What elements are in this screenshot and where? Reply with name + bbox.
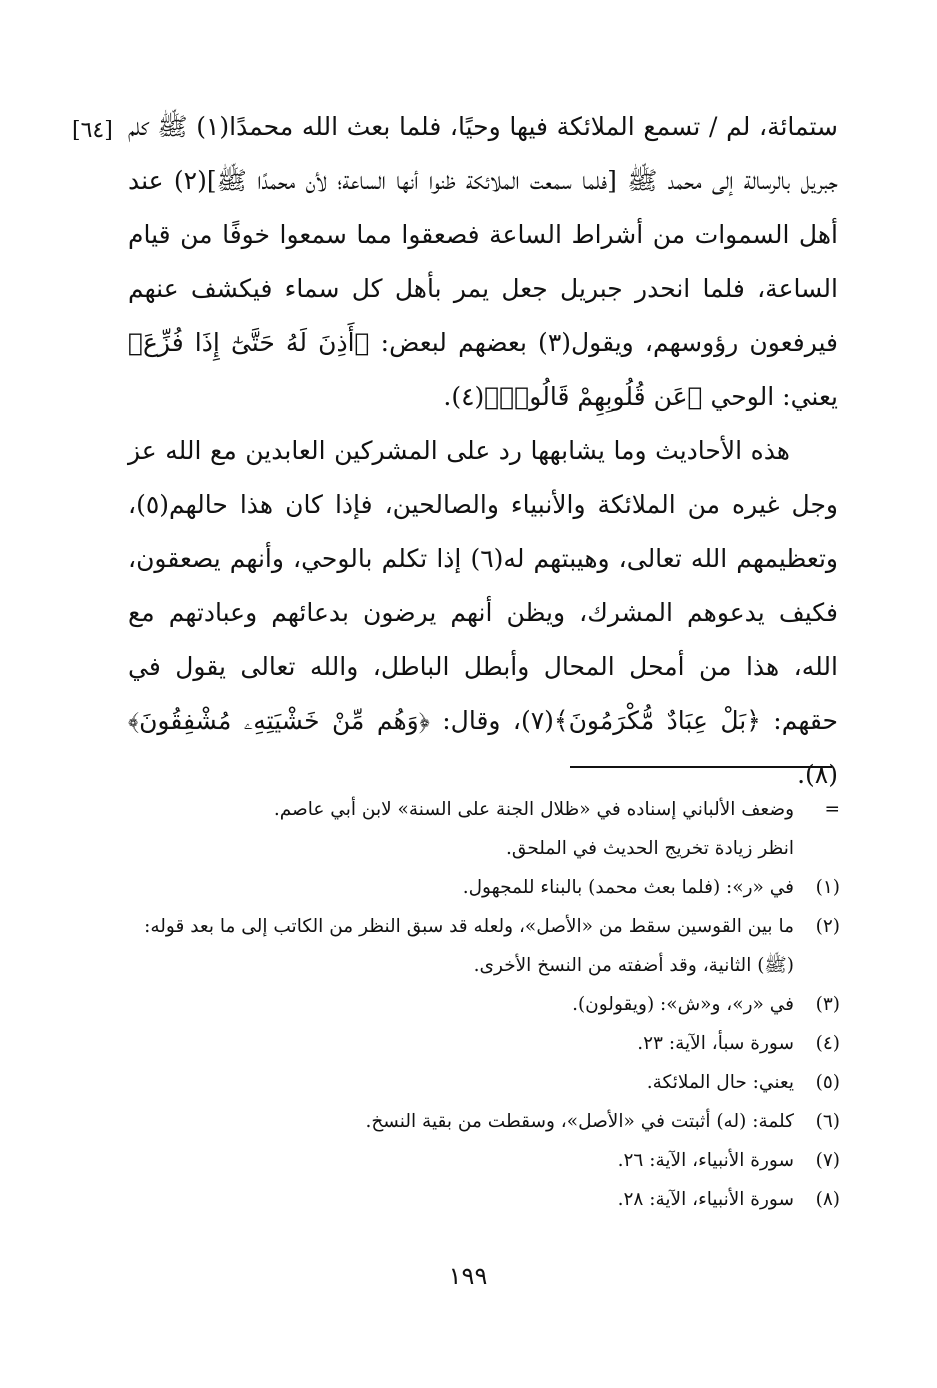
footnote-number: (١) [815,877,840,898]
continuation-marker: = [824,799,840,820]
footnote-2-continuation [100,946,840,985]
footnote-text: يعني: حال الملائكة. [646,1072,794,1093]
footnote-7 [100,1141,840,1180]
footnote-number: (٢) [815,916,840,937]
footnote-1 [100,868,840,907]
main-paragraph-1: ستمائة، لم / تسمع الملائكة فيها وحيًا، فلما بعث الله محمدًا(١) ﷺ كلم جبريل بالرسالة إلى محمد ﷺ [فلما سمعت الملائكة ظنوا أنها الساعة؛ لأن محمدًا ﷺ](٢) عند أهل السموات من أشراط الساعة فصعقوا مما سمعوا خوفًا من قيام الساعة، فلما انحدر جبريل جعل يمر بأهل كل سماء فيكشف عنهم فيرفعون رؤوسهم، ويقول(٣) بعضهم لبعض: ﴿أَذِنَ لَهُ حَتَّىٰٓ إِذَا فُزِّعَ﴾ يعني: الوحي ﴿عَن قُلُوبِهِمْ قَالُوا۟﴾(٤). [128,112,838,411]
footnote-text: (ﷺ) الثانية، وقد أضفته من النسخ الأخرى. [473,955,794,976]
page-number: ١٩٩ [448,1262,488,1290]
footnote-continuation-line [100,829,840,868]
footnote-text: ما بين القوسين سقط من «الأصل»، ولعله قد سبق النظر من الكاتب إلى ما بعد قوله: [144,916,794,937]
footnote-8 [100,1180,840,1219]
footnote-continuation [100,790,840,829]
footnote-number: (٨) [815,1189,840,1210]
footnote-text: في «ر»: (فلما بعث محمد) بالبناء للمجهول. [462,877,794,898]
footnote-number: (٥) [815,1072,840,1093]
footnote-text: وضعف الألباني إسناده في «ظلال الجنة على السنة» لابن أبي عاصم. [273,799,794,820]
footnote-number: (٦) [815,1111,840,1132]
footnote-3 [100,985,840,1024]
footnote-number: (٧) [815,1150,840,1171]
footnotes-section [100,790,840,1219]
footnote-6 [100,1102,840,1141]
footnote-separator-line [570,766,832,768]
manuscript-folio-reference: [٦٤] [72,118,113,143]
footnote-text: سورة الأنبياء، الآية: ٢٨. [617,1189,794,1210]
footnote-text: انظر زيادة تخريج الحديث في الملحق. [506,838,794,859]
footnote-text: كلمة: (له) أثبتت في «الأصل»، وسقطت من بقية النسخ. [365,1111,794,1132]
footnote-number: (٤) [815,1033,840,1054]
footnote-4 [100,1024,840,1063]
footnote-text: سورة الأنبياء، الآية: ٢٦. [617,1150,794,1171]
footnote-text: في «ر»، و«ش»: (ويقولون). [572,994,794,1015]
main-paragraph-2: هذه الأحاديث وما يشابهها رد على المشركين العابدين مع الله عز وجل غيره من الملائكة والأنبياء والصالحين، فإذا كان هذا حالهم(٥)، وتعظيمهم الله تعالى، وهيبتهم له(٦) إذا تكلم بالوحي، وأنهم يصعقون، فكيف يدعوهم المشرك، ويظن أنهم يرضون بدعائهم وعبادتهم مع الله، هذا من أمحل المحال وأبطل الباطل، والله تعالى يقول في حقهم: ﴿بَلْ عِبَادٌ مُّكْرَمُونَ﴾(٧)، وقال: ﴿وَهُم مِّنْ خَشْيَتِهِۦ مُشْفِقُونَ﴾(٨). [128,436,839,789]
footnote-5 [100,1063,840,1102]
main-text-body [128,100,838,802]
footnote-text: سورة سبأ، الآية: ٢٣. [637,1033,794,1054]
footnote-2 [100,907,840,946]
footnote-number: (٣) [815,994,840,1015]
